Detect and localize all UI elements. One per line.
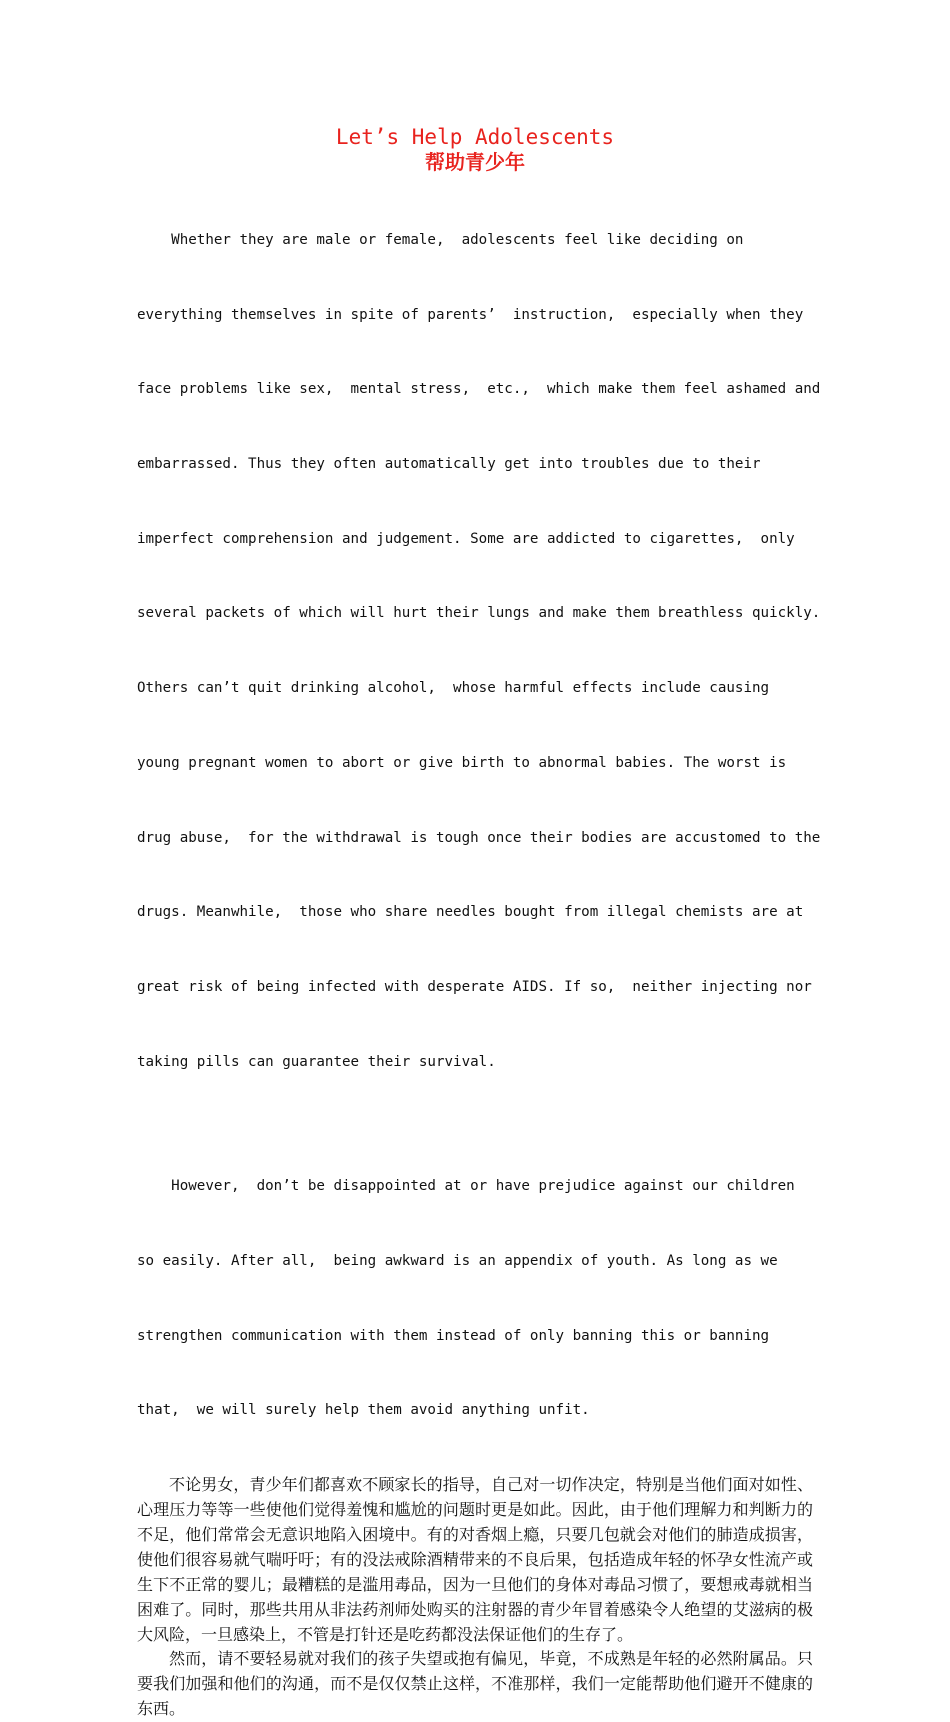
text-line: young pregnant women to abort or give birth to abnormal babies. The worst is [137,754,787,771]
title-chinese: 帮助青少年 [425,150,525,174]
text-line: Others can’t quit drinking alcohol, whose harmful effects include causing [137,680,770,697]
text-line: that, we will surely help them avoid anything unfit. [137,1402,590,1419]
text-line: face problems like sex, mental stress, etc., which make them feel ashamed and [137,381,821,398]
text-line: strengthen communication with them instead of only banning this or banning [137,1327,770,1344]
english-paragraph-1 [137,178,821,1124]
text-line: drugs. Meanwhile, those who share needles bought from illegal chemists are at [137,904,804,921]
document-page [137,124,821,1722]
text-line: embarrassed. Thus they often automatically get into troubles due to their [137,455,761,472]
text-line: taking pills can guarantee their survival. [137,1053,496,1070]
text-line: everything themselves in spite of parents’ instruction, especially when they [137,306,804,323]
text-line: great risk of being infected with desperate AIDS. If so, neither injecting nor [137,979,812,995]
text-line: so easily. After all, being awkward is an appendix of youth. As long as we [137,1252,778,1269]
text-line: drug abuse, for the withdrawal is tough once their bodies are accustomed to the [137,829,821,846]
text-line: Whether they are male or female, adolescents feel like deciding on [137,231,744,248]
text-line: several packets of which will hurt their lungs and make them breathless quickly. [137,605,821,622]
chinese-paragraph-1: 不论男女，青少年们都喜欢不顾家长的指导，自己对一切作决定，特别是当他们面对如性、心理压力等等一些使他们觉得羞愧和尴尬的问题时更是如此。因此，由于他们理解力和判断力的不足，他们常常会无意识地陷入困境中。有的对香烟上瘾，只要几包就会对他们的肺造成损害，使他们很容易就气喘吁吁；有的没法戒除酒精带来的不良后果，包括造成年轻的怀孕女性流产或生下不正常的婴儿；最糟糕的是滥用毒品，因为一旦他们的身体对毒品习惯了，要想戒毒就相当困难了。同时，那些共用从非法药剂师处购买的注射器的青少年冒着感染令人绝望的艾滋病的极大风险，一旦感染上，不管是打针还是吃药都没法保证他们的生存了。 [137,1475,813,1644]
text-line: imperfect comprehension and judgement. Some are addicted to cigarettes, only [137,530,795,547]
chinese-paragraph-2: 然而，请不要轻易就对我们的孩子失望或抱有偏见，毕竟，不成熟是年轻的必然附属品。只要我们加强和他们的沟通，而不是仅仅禁止这样，不准那样，我们一定能帮助他们避开不健康的东西。 [137,1649,813,1719]
title-english: Let’s Help Adolescents [335,125,615,149]
english-paragraph-2 [137,1124,813,1473]
text-line: However, don’t be disappointed at or have prejudice against our children [137,1178,795,1195]
